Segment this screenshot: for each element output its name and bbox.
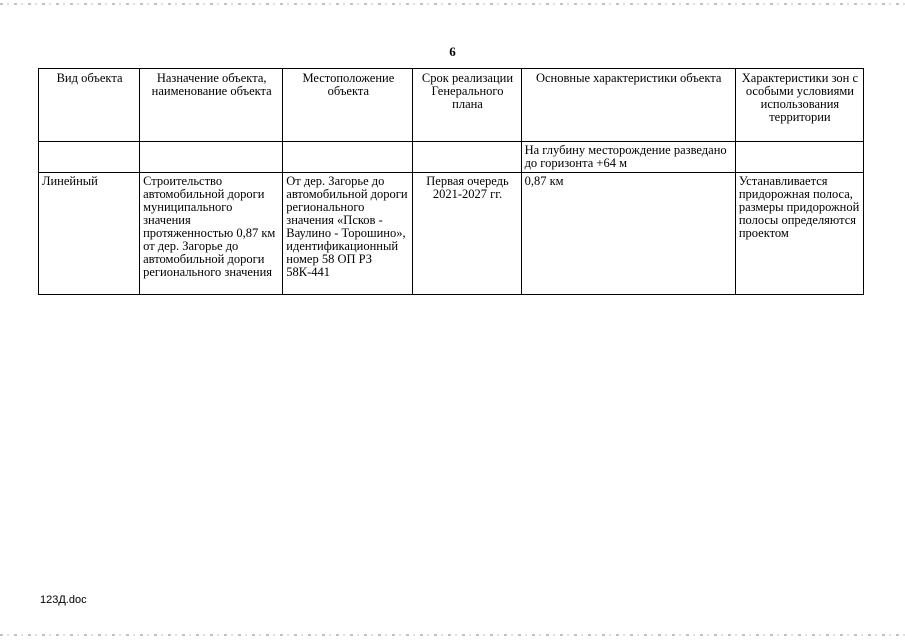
cell-continuation-characteristics: На глубину месторождение разведано до горизонта +64 м [521,142,735,173]
cell-special-zones: Устанавливается придорожная полоса, размеры придорожной полосы определяются проектом [735,173,863,295]
scan-noise-bottom [0,634,905,636]
table-row-continuation [39,142,864,173]
cell-object-type: Линейный [39,173,140,295]
page-number: 6 [449,44,456,59]
header-object-location: Местоположение объекта [283,69,413,142]
footer-filename: 123Д.doc [40,594,87,606]
cell-empty [140,142,283,173]
header-implementation-term: Срок реализации Генерального плана [413,69,521,142]
cell-main-characteristics: 0,87 км [521,173,735,295]
cell-object-location: От дер. Загорье до автомобильной дороги регионального значения «Псков - Ваулино - Торошино», идентификационный номер 58 ОП РЗ 58К-441 [283,173,413,295]
cell-empty [413,142,521,173]
cell-empty [283,142,413,173]
cell-implementation-term: Первая очередь 2021-2027 гг. [413,173,521,295]
header-main-characteristics: Основные характеристики объекта [521,69,735,142]
general-plan-table [38,68,864,295]
table-row [39,173,864,295]
cell-object-purpose: Строительство автомобильной дороги муниципального значения протяженностью 0,87 км от дер. Загорье до автомобильной дороги регионального значения [140,173,283,295]
header-special-zones: Характеристики зон с особыми условиями использования территории [735,69,863,142]
cell-empty [39,142,140,173]
header-object-purpose: Назначение объекта, наименование объекта [140,69,283,142]
cell-empty [735,142,863,173]
table-header-row [39,69,864,142]
header-object-type: Вид объекта [39,69,140,142]
scan-noise-top [0,3,905,5]
